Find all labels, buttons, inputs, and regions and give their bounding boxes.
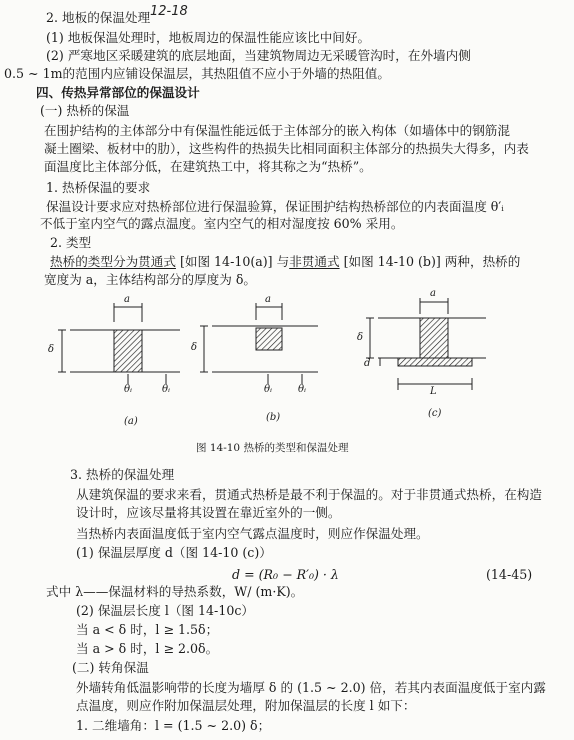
text-line: 热桥的类型分为贯通式 [如图 14-10(a)] 与非贯通式 [如图 14-10 (b)] 两种，热桥的 (50, 254, 521, 269)
theta-label: θᵢ (162, 384, 171, 395)
figure-title: 图 14-10 热桥的类型和保温处理 (196, 442, 349, 454)
text-line: 在围护结构的主体部分中有保温性能远低于主体部分的嵌入构体（如墙体中的钢筋混 (44, 123, 510, 138)
text-line: 当 a < δ 时，l ≥ 1.5δ； (76, 622, 219, 637)
subheading: 2. 类型 (50, 235, 92, 250)
theta-label: θᵢ (298, 384, 307, 395)
dim-label-d: d (364, 358, 371, 369)
equation: d = (R₀ − R′₀) · λ (232, 567, 339, 582)
dim-label-delta: δ (357, 332, 364, 343)
underlined-term: 非贯通式 (289, 254, 340, 269)
subheading: 1. 热桥保温的要求 (46, 180, 151, 195)
text-line: 0.5 ~ 1m的范围内应铺设保温层，其热阻值不应小于外墙的热阻值。 (4, 66, 390, 81)
section-heading: 四、传热异常部位的保温设计 (36, 85, 200, 100)
theta-label: θᵢ (124, 384, 133, 395)
equation-number: (14-45) (486, 567, 533, 582)
figure-a (58, 303, 180, 384)
handwritten-note: 12-18 (150, 4, 188, 19)
text-line: 从建筑保温的要求来看，贯通式热桥是最不利于保温的。对于非贯通式热桥，在构造 (76, 487, 542, 502)
subsection-heading: (一) 热桥的保温 (40, 103, 130, 118)
underlined-term: 热桥的类型分为贯通式 (50, 254, 176, 269)
text-line: 保温设计要求应对热桥部位进行保温验算，保证围护结构热桥部位的内表面温度 θ′ᵢ (46, 199, 504, 214)
text-line: 凝土圈梁、板材中的肋），这些构件的热损失比相同面积主体部分的热损失大得多，内表 (44, 141, 529, 156)
subheading: 3. 热桥的保温处理 (70, 467, 175, 482)
text-line: 当 a > δ 时，l ≥ 2.0δ。 (76, 641, 219, 656)
text-line: 外墙转角低温影响带的长度为墙厚 δ 的 (1.5 ~ 2.0) 倍，若其内表面温度低于室内露 (76, 680, 546, 695)
dim-label-delta: δ (191, 342, 198, 353)
text-line: 式中 λ——保温材料的导热系数，W/ (m·K)。 (46, 584, 304, 599)
text-line: (2) 保温层长度 l（图 14-10c） (76, 603, 254, 618)
dim-label-L: L (430, 386, 437, 397)
text-line: 当热桥内表面温度低于室内空气露点温度时，则应作保温处理。 (76, 526, 429, 541)
figure-c (366, 298, 486, 390)
text-line: 1. 二维墙角：l = (1.5 ~ 2.0) δ； (76, 718, 271, 733)
text-line: 不低于室内空气的露点温度。室内空气的相对湿度按 60% 采用。 (40, 216, 404, 231)
theta-label: θᵢ (264, 384, 273, 395)
caption-a: (a) (124, 416, 138, 427)
text-line: 面温度比主体部分低，在建筑热工中，将其称之为“热桥”。 (44, 159, 372, 174)
text-line: 设计时，应该尽量将其设置在靠近室外的一侧。 (76, 505, 341, 520)
caption-b: (b) (266, 412, 281, 423)
section-heading-floor: 2. 地板的保温处理 (46, 10, 151, 25)
subsection-heading: (二) 转角保温 (72, 660, 149, 675)
caption-c: (c) (428, 408, 442, 419)
text-line: (2) 严寒地区采暖建筑的底层地面，当建筑物周边无采暖管沟时，在外墙内侧 (46, 48, 471, 63)
dim-label-a: a (124, 294, 130, 305)
figure-b (200, 303, 318, 384)
text-line: 点温度，则应作附加保温层处理，附加保温层的长度 l 如下： (76, 698, 416, 713)
dim-label-a: a (430, 288, 436, 299)
dim-label-delta: δ (48, 344, 55, 355)
text-line: (1) 保温层厚度 d（图 14-10 (c)） (76, 545, 272, 560)
text-line: 宽度为 a，主体结构部分的厚度为 δ。 (44, 272, 257, 287)
dim-label-a: a (265, 294, 271, 305)
text-line: (1) 地板保温处理时，地板周边的保温性能应该比中间好。 (46, 30, 371, 45)
